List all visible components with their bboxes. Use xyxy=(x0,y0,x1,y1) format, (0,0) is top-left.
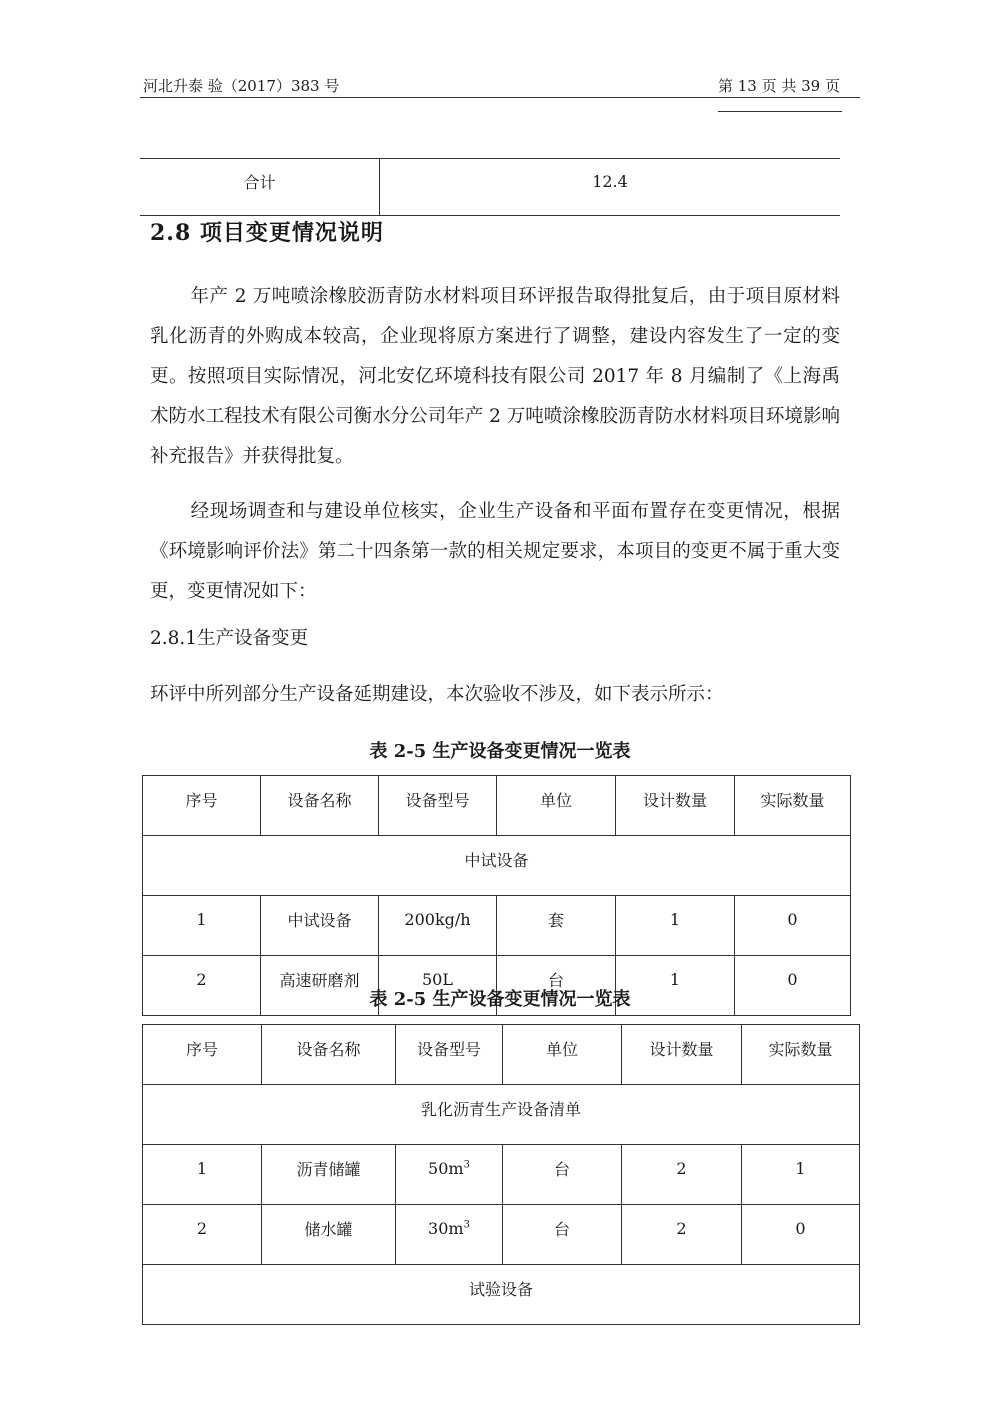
cell: 台 xyxy=(503,1205,622,1265)
paragraph-1 xyxy=(150,277,840,477)
cell xyxy=(396,1205,503,1265)
cell: 储水罐 xyxy=(262,1205,396,1265)
col-header: 序号 xyxy=(143,776,261,836)
col-header: 设计数量 xyxy=(622,1025,742,1085)
group-row: 试验设备 xyxy=(143,1265,860,1325)
equipment-table-1 xyxy=(142,775,851,1016)
cell: 1 xyxy=(143,896,261,956)
col-header: 设备型号 xyxy=(396,1025,503,1085)
col-header: 单位 xyxy=(503,1025,622,1085)
cell-text: 30m xyxy=(428,1219,464,1238)
subsection-title: 2.8.1生产设备变更 xyxy=(150,628,309,649)
cell: 1 xyxy=(143,1145,262,1205)
cell: 50L xyxy=(379,956,497,1016)
cell: 台 xyxy=(497,956,616,1016)
section-title: 2.8 项目变更情况说明 xyxy=(150,220,384,246)
equipment-table-2 xyxy=(142,1024,860,1325)
table-row xyxy=(143,1145,860,1205)
col-header: 序号 xyxy=(143,1025,262,1085)
col-header: 单位 xyxy=(497,776,616,836)
header-short-rule xyxy=(718,111,842,112)
total-value: 12.4 xyxy=(380,159,841,216)
table-header-row xyxy=(143,776,851,836)
cell: 套 xyxy=(497,896,616,956)
col-header: 实际数量 xyxy=(742,1025,860,1085)
header-rule xyxy=(140,97,860,98)
cell: 沥青储罐 xyxy=(262,1145,396,1205)
group-row: 中试设备 xyxy=(143,836,851,896)
paragraph-1-text: 年产 2 万吨喷涂橡胶沥青防水材料项目环评报告取得批复后，由于项目原材料乳化沥青的外购成本较高，企业现将原方案进行了调整，建设内容发生了一定的变更。按照项目实际情况，河北安亿环境科技有限公司 2017 年 8 月编制了《上海禹术防水工程技术有限公司衡水分公司年产 2 万吨喷涂橡胶沥青防水材料项目环境影响补充报告》并获得批复。 xyxy=(150,286,840,467)
cell: 1 xyxy=(616,896,735,956)
cell: 台 xyxy=(503,1145,622,1205)
table-intro: 环评中所列部分生产设备延期建设，本次验收不涉及，如下表示所示： xyxy=(150,684,724,705)
cell: 中试设备 xyxy=(261,896,379,956)
unit-superscript: 3 xyxy=(463,1219,470,1231)
cell: 0 xyxy=(735,896,851,956)
table-row xyxy=(140,159,840,216)
total-label: 合计 xyxy=(140,159,380,216)
cell: 0 xyxy=(742,1205,860,1265)
col-header: 设备名称 xyxy=(261,776,379,836)
cell: 200kg/h xyxy=(379,896,497,956)
col-header: 设备名称 xyxy=(262,1025,396,1085)
cell-text: 50m xyxy=(428,1159,464,1178)
group-row: 乳化沥青生产设备清单 xyxy=(143,1085,860,1145)
col-header: 设计数量 xyxy=(616,776,735,836)
paragraph-2-text: 经现场调查和与建设单位核实，企业生产设备和平面布置存在变更情况，根据《环境影响评价法》第二十四条第一款的相关规定要求，本项目的变更不属于重大变更，变更情况如下： xyxy=(150,501,840,602)
table1-caption: 表 2-5 生产设备变更情况一览表 xyxy=(369,741,631,762)
cell: 2 xyxy=(622,1145,742,1205)
unit-superscript: 3 xyxy=(463,1159,470,1171)
cell xyxy=(396,1145,503,1205)
col-header: 设备型号 xyxy=(379,776,497,836)
cell: 2 xyxy=(143,1205,262,1265)
table-row xyxy=(143,1265,860,1325)
cell: 2 xyxy=(143,956,261,1016)
header-page-number: 第 13 页 共 39 页 xyxy=(717,77,840,95)
header-document-number: 河北升泰 验（2017）383 号 xyxy=(143,77,340,95)
cell: 1 xyxy=(616,956,735,1016)
cell: 1 xyxy=(742,1145,860,1205)
cell: 0 xyxy=(735,956,851,1016)
table-row xyxy=(143,896,851,956)
total-table xyxy=(140,158,840,216)
table-row xyxy=(143,836,851,896)
cell: 2 xyxy=(622,1205,742,1265)
paragraph-2 xyxy=(150,492,840,612)
cell: 高速研磨剂 xyxy=(261,956,379,1016)
col-header: 实际数量 xyxy=(735,776,851,836)
table-row xyxy=(143,1205,860,1265)
table2-caption: 表 2-5 生产设备变更情况一览表 xyxy=(369,989,631,1010)
table-row xyxy=(143,1085,860,1145)
table-header-row xyxy=(143,1025,860,1085)
